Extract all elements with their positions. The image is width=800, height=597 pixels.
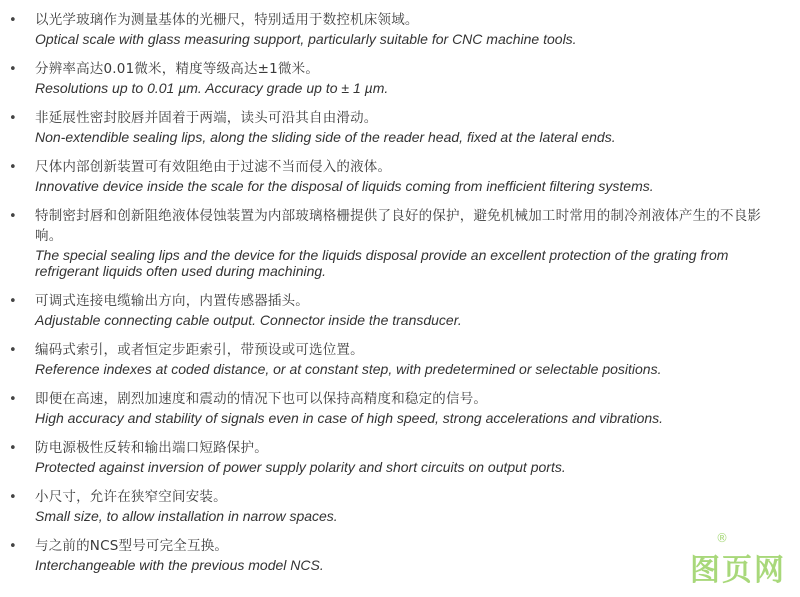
feature-text-chinese: 可调式连接电缆输出方向，内置传感器插头。 xyxy=(35,293,309,309)
bullet-icon: • xyxy=(9,490,17,505)
registered-mark: ® xyxy=(716,531,730,545)
feature-item xyxy=(0,536,800,573)
bullet-icon: • xyxy=(9,62,17,77)
bullet-icon: • xyxy=(9,392,17,407)
bullet-icon: • xyxy=(9,13,17,28)
bullet-icon: • xyxy=(9,343,17,358)
feature-text-chinese: 小尺寸，允许在狭窄空间安装。 xyxy=(35,489,227,505)
bullet-icon: • xyxy=(9,294,17,309)
bullet-icon: • xyxy=(9,111,17,126)
feature-text-chinese: 分辨率高达0.01微米，精度等级高达±1微米。 xyxy=(35,61,320,77)
feature-text-chinese: 编码式索引，或者恒定步距索引，带预设或可选位置。 xyxy=(35,342,364,358)
feature-text-chinese: 防电源极性反转和输出端口短路保护。 xyxy=(35,440,268,456)
watermark-text: 图页网 xyxy=(690,553,786,588)
feature-text-chinese: 尺体内部创新装置可有效阻绝由于过滤不当而侵入的液体。 xyxy=(35,159,392,175)
feature-text-english: The special sealing lips and the device for the liquids disposal provide an excellent protection of the grating from refrigerant liquids often used during machining. xyxy=(35,247,729,279)
bullet-icon: • xyxy=(9,209,17,224)
feature-item xyxy=(0,291,800,328)
feature-text-english: Protected against inversion of power supply polarity and short circuits on output ports. xyxy=(35,459,566,475)
feature-text-english: Non-extendible sealing lips, along the sliding side of the reader head, fixed at the lateral ends. xyxy=(35,129,616,145)
feature-text-chinese: 非延展性密封胶唇并固着于两端，读头可沿其自由滑动。 xyxy=(35,110,378,126)
feature-text-chinese: 即便在高速，剧烈加速度和震动的情况下也可以保持高精度和稳定的信号。 xyxy=(35,391,488,407)
feature-item xyxy=(0,59,800,96)
feature-item xyxy=(0,206,800,279)
feature-text-english: Small size, to allow installation in narrow spaces. xyxy=(35,508,338,524)
feature-text-english: Adjustable connecting cable output. Connector inside the transducer. xyxy=(35,312,462,328)
bullet-icon: • xyxy=(9,160,17,175)
feature-text-chinese: 与之前的NCS型号可完全互换。 xyxy=(35,538,229,554)
watermark-logo xyxy=(690,531,786,589)
feature-item xyxy=(0,108,800,145)
feature-item xyxy=(0,10,800,47)
feature-text-english: Reference indexes at coded distance, or at constant step, with predetermined or selectable positions. xyxy=(35,361,662,377)
feature-item xyxy=(0,389,800,426)
bullet-icon: • xyxy=(9,539,17,554)
feature-list xyxy=(0,10,800,585)
feature-text-english: Optical scale with glass measuring support, particularly suitable for CNC machine tools. xyxy=(35,31,577,47)
feature-text-english: Resolutions up to 0.01 µm. Accuracy grade up to ± 1 µm. xyxy=(35,80,389,96)
feature-text-english: High accuracy and stability of signals even in case of high speed, strong accelerations and vibrations. xyxy=(35,410,664,426)
feature-text-english: Innovative device inside the scale for the disposal of liquids coming from inefficient filtering systems. xyxy=(35,178,654,194)
feature-item xyxy=(0,340,800,377)
feature-item xyxy=(0,157,800,194)
bullet-icon: • xyxy=(9,441,17,456)
feature-text-chinese: 以光学玻璃作为测量基体的光栅尺，特别适用于数控机床领域。 xyxy=(35,12,419,28)
feature-text-english: Interchangeable with the previous model NCS. xyxy=(35,557,324,573)
feature-item xyxy=(0,438,800,475)
feature-text-chinese: 特制密封唇和创新阻绝液体侵蚀装置为内部玻璃格栅提供了良好的保护，避免机械加工时常用的制冷剂液体产生的不良影响。 xyxy=(35,208,762,244)
feature-item xyxy=(0,487,800,524)
